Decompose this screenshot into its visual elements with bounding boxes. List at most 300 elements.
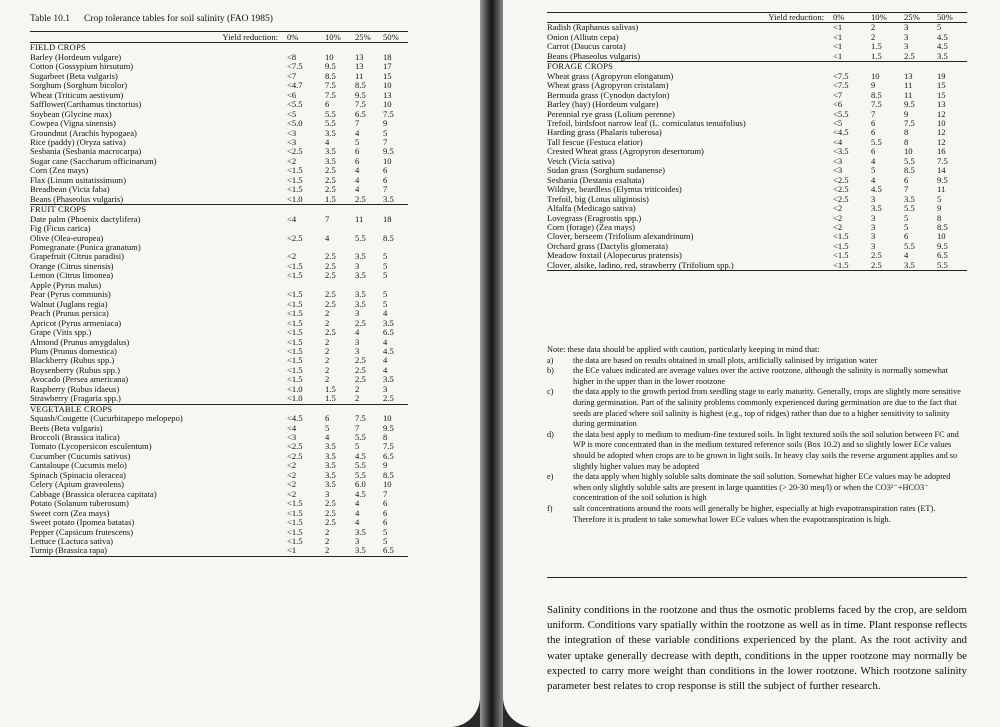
crop-name: Groundnut (Arachis hypogaea) xyxy=(30,128,137,138)
tolerance-value: 5.5 xyxy=(355,470,366,480)
table-row xyxy=(30,62,408,71)
tolerance-value: 2.5 xyxy=(325,185,336,195)
tolerance-value: 7 xyxy=(383,137,388,147)
crop-name: Sweet corn (Zea mays) xyxy=(30,508,110,518)
tolerance-value: 11 xyxy=(355,71,364,81)
tolerance-value: 5.5 xyxy=(904,156,915,166)
crop-name: Beans (Phaseolus vulgaris) xyxy=(30,195,286,205)
crop-name: Cotton (Gossypium hirsutum) xyxy=(30,62,134,72)
tolerance-value: <4.5 xyxy=(287,414,303,424)
note-item xyxy=(547,430,967,472)
crop-name: Meadow foxtail (Alopecurus pratensis) xyxy=(547,251,682,261)
tolerance-value: 14 xyxy=(937,166,946,176)
tolerance-value: <4 xyxy=(833,137,843,147)
tolerance-value: <1.5 xyxy=(287,299,303,309)
tolerance-value: 7.5 xyxy=(904,118,915,128)
table-row xyxy=(30,546,408,556)
tolerance-value: 5.5 xyxy=(355,233,366,243)
table-row xyxy=(30,224,408,233)
tolerance-value: 2.5 xyxy=(382,394,408,404)
crop-name: Wildrye, beardless (Elymus triticoides) xyxy=(547,185,682,195)
tolerance-value: 2.5 xyxy=(325,518,336,528)
table-row xyxy=(547,52,967,62)
table-row xyxy=(547,81,967,90)
table-row xyxy=(30,81,408,90)
crop-name: Trefoil, big (Lotus uliginosis) xyxy=(547,194,649,204)
crop-name: Sudan grass (Sorghum sudanense) xyxy=(547,166,665,176)
table-row xyxy=(30,499,408,508)
tolerance-value: 18 xyxy=(383,52,392,62)
tolerance-value: 3 xyxy=(355,537,360,547)
tolerance-value: 3.5 xyxy=(383,318,394,328)
tolerance-value: 2 xyxy=(325,375,330,385)
tolerance-value: <5 xyxy=(833,118,843,128)
tolerance-value: <2.5 xyxy=(287,442,303,452)
tolerance-value: 2.5 xyxy=(325,252,336,262)
tolerance-value: 7.5 xyxy=(871,100,882,110)
tolerance-value: <2.5 xyxy=(287,233,303,243)
crop-name: Boysenberry (Rubus spp.) xyxy=(30,365,120,375)
tolerance-value: 3 xyxy=(904,42,909,52)
tolerance-value: 5 xyxy=(355,442,360,452)
tolerance-value: <1 xyxy=(833,32,843,42)
crop-name: Apple (Pyrus malus) xyxy=(30,280,102,290)
tolerance-value: 4.5 xyxy=(355,489,366,499)
table-row xyxy=(30,110,408,119)
tolerance-value: 13 xyxy=(937,100,946,110)
tolerance-value: 6.5 xyxy=(382,546,408,556)
tolerance-value: 6.5 xyxy=(937,251,948,261)
tolerance-value: 2.5 xyxy=(325,175,336,185)
note-text: the data apply when highly soluble salts dominate the soil solution. Somewhat higher ECe values may be adopted when only slightly soluble salts are present in large quantities (> 20-30 meq/l) or when the CO3²⁻+HCO3⁻ concentration of the soil solution is high xyxy=(573,472,951,503)
crop-name: Perennial rye grass (Lolium perenne) xyxy=(547,109,675,119)
crop-name: Vetch (Vicia sativa) xyxy=(547,156,615,166)
table-row xyxy=(30,338,408,347)
tolerance-value: <1.5 xyxy=(833,251,849,261)
tolerance-value: 10 xyxy=(383,100,392,110)
tolerance-value: <3.5 xyxy=(833,147,849,157)
table-row xyxy=(30,252,408,261)
tolerance-value: 5 xyxy=(937,22,942,33)
note-item xyxy=(547,504,967,525)
tolerance-value: <1.0 xyxy=(287,384,303,394)
crop-name: Safflower(Carthamus tinctorius) xyxy=(30,100,142,110)
crop-name: Tall fescue (Festuca elatior) xyxy=(547,137,643,147)
crop-name: Cabbage (Brassica oleracea capitata) xyxy=(30,489,157,499)
note-key: f) xyxy=(547,503,553,513)
crop-name: Celery (Apium graveolens) xyxy=(30,480,125,490)
tolerance-value: <1.5 xyxy=(833,241,849,251)
tolerance-value: 3.5 xyxy=(904,194,915,204)
tolerance-value: <1.5 xyxy=(287,271,303,281)
tolerance-value: 7 xyxy=(355,119,360,129)
crop-name: Tomato (Lycopersicon esculentum) xyxy=(30,442,152,452)
tolerance-value: 3.5 xyxy=(355,527,366,537)
tolerance-value: 9 xyxy=(871,81,876,91)
tolerance-value: 4 xyxy=(871,156,876,166)
tolerance-value: <6 xyxy=(287,90,297,100)
crop-name: Sugarbeet (Beta vulgaris) xyxy=(30,71,118,81)
tolerance-value xyxy=(286,243,324,252)
table-row xyxy=(547,214,967,223)
crop-name: Strawberry (Fragaria spp.) xyxy=(30,394,286,404)
tolerance-value: 13 xyxy=(904,71,913,81)
tolerance-value: 6.0 xyxy=(355,480,366,490)
tolerance-value: <1.5 xyxy=(287,346,303,356)
tolerance-value: 4.5 xyxy=(383,346,394,356)
tolerance-value: 5 xyxy=(383,299,388,309)
tolerance-value: 5.5 xyxy=(871,137,882,147)
tolerance-value xyxy=(354,224,382,233)
crop-name: Trefoil, birdsfoot narrow leaf (L. corniculatus tenuifolius) xyxy=(547,118,746,128)
crop-table-left xyxy=(30,33,408,557)
tolerance-value: 10 xyxy=(383,81,392,91)
crop-name: Walnut (Juglans regia) xyxy=(30,299,108,309)
tolerance-value: <7.5 xyxy=(287,62,303,72)
tolerance-value: 6 xyxy=(904,232,909,242)
tolerance-value: <8 xyxy=(287,52,297,62)
tolerance-value xyxy=(324,281,354,290)
tolerance-value: 3 xyxy=(871,194,876,204)
note-text: the data best apply to medium to medium-fine textured soils. In light textured soils the soil solution between FC and WP is more concentrated than in the medium textured reference soils (Box 10.2) and so slightly lower ECe values should be adopted when crops are to be grown in light soils. In heavy clay soils the reverse argument applies and so slightly higher values may be adopted xyxy=(573,429,959,471)
table-notes xyxy=(547,345,967,525)
table-row xyxy=(30,518,408,527)
tolerance-value: 3.5 xyxy=(871,204,882,214)
crop-name: Sesbania (Sesbania macrocarpa) xyxy=(30,147,142,157)
tolerance-value: 1.5 xyxy=(325,384,336,394)
table-row xyxy=(30,385,408,394)
tolerance-value: 5.5 xyxy=(325,119,336,129)
table-row xyxy=(30,442,408,451)
yield-reduction-label: Yield reduction: xyxy=(30,33,286,43)
tolerance-value: 6.5 xyxy=(355,109,366,119)
tolerance-value: <7 xyxy=(287,71,297,81)
tolerance-value: <2 xyxy=(287,470,297,480)
tolerance-value: 9.5 xyxy=(937,175,948,185)
crop-name: Lettuce (Lactuca sativa) xyxy=(30,537,114,547)
tolerance-value: 5 xyxy=(383,527,388,537)
table-row xyxy=(547,195,967,204)
table-row xyxy=(30,271,408,280)
tolerance-value: 7.5 xyxy=(355,100,366,110)
tolerance-value: <1.5 xyxy=(287,499,303,509)
tolerance-value: 5 xyxy=(383,128,388,138)
tolerance-value: <7 xyxy=(833,90,843,100)
tolerance-value: <1.5 xyxy=(287,337,303,347)
crop-name: Broccoli (Brassica italica) xyxy=(30,433,120,443)
tolerance-value: 4 xyxy=(355,508,360,518)
tolerance-value xyxy=(382,224,408,233)
crop-name: Spinach (Spinacia oleracea) xyxy=(30,470,126,480)
tolerance-value: 4 xyxy=(383,337,388,347)
tolerance-value: <3 xyxy=(287,137,297,147)
crop-name: Raspberry (Rubus idaeus) xyxy=(30,384,120,394)
tolerance-value: 3.5 xyxy=(936,52,967,62)
tolerance-value: <2 xyxy=(287,156,297,166)
table-label: Table 10.1 xyxy=(30,14,70,24)
crop-name: Pear (Pyrus communis) xyxy=(30,290,111,300)
tolerance-value: 9.5 xyxy=(937,241,948,251)
table-row xyxy=(30,509,408,518)
crop-name: Breadbean (Vicia faba) xyxy=(30,185,110,195)
tolerance-value: 2.5 xyxy=(870,261,903,271)
tolerance-value: <3 xyxy=(833,166,843,176)
tolerance-value: 2.5 xyxy=(325,499,336,509)
tolerance-value: 2 xyxy=(325,309,330,319)
table-row xyxy=(30,452,408,461)
tolerance-value xyxy=(354,243,382,252)
tolerance-value: 6 xyxy=(383,518,388,528)
table-row xyxy=(30,366,408,375)
note-key: e) xyxy=(547,472,554,482)
tolerance-value: 5.5 xyxy=(936,261,967,271)
crop-name: Beets (Beta vulgaris) xyxy=(30,423,103,433)
tolerance-value: 3.5 xyxy=(325,480,336,490)
tolerance-value: <2.5 xyxy=(287,451,303,461)
tolerance-value: 5 xyxy=(937,194,942,204)
crop-name: Corn (Zea mays) xyxy=(30,166,89,176)
table-row xyxy=(30,461,408,470)
tolerance-value: <1.5 xyxy=(287,537,303,547)
table-row xyxy=(30,234,408,243)
crop-name: Lemon (Citrus limonea) xyxy=(30,271,114,281)
tolerance-value: 13 xyxy=(383,90,392,100)
tolerance-value: 2 xyxy=(325,337,330,347)
tolerance-value: 3.5 xyxy=(355,252,366,262)
tolerance-value: 10 xyxy=(383,414,392,424)
tolerance-value: 15 xyxy=(383,71,392,81)
tolerance-value: 3 xyxy=(904,32,909,42)
tolerance-value: 3.5 xyxy=(325,128,336,138)
tolerance-value: 10 xyxy=(325,52,334,62)
tolerance-value: 3 xyxy=(871,232,876,242)
tolerance-value: 7.5 xyxy=(383,109,394,119)
tolerance-value: 5 xyxy=(383,271,388,281)
tolerance-value: <2 xyxy=(833,213,843,223)
crop-name: Cowpea (Vigna sinensis) xyxy=(30,119,116,129)
tolerance-value: 6.5 xyxy=(383,451,394,461)
crop-name: Peach (Prunus persica) xyxy=(30,309,109,319)
tolerance-value: 7 xyxy=(904,185,909,195)
tolerance-value: 1.5 xyxy=(871,42,882,52)
tolerance-value xyxy=(354,281,382,290)
crop-name: Sorghum (Sorghum bicolor) xyxy=(30,81,128,91)
tolerance-value: 10 xyxy=(871,71,880,81)
crop-name: Clover, alsike, ladino, red, strawberry (Trifolium spp.) xyxy=(547,261,832,271)
table-row xyxy=(547,33,967,42)
table-row xyxy=(30,138,408,147)
table-row xyxy=(30,424,408,433)
note-item xyxy=(547,356,967,367)
crop-name: Beans (Phaseolus vulgaris) xyxy=(547,52,832,62)
tolerance-value: 4 xyxy=(383,309,388,319)
crop-name: Wheat grass (Agropyron elongatum) xyxy=(547,71,674,81)
tolerance-value: <1.5 xyxy=(287,375,303,385)
crop-name: Almond (Prunus amygdalus) xyxy=(30,337,130,347)
yield-col-header: 0% xyxy=(832,13,870,23)
tolerance-value: 7 xyxy=(383,185,388,195)
tolerance-value: 4.5 xyxy=(937,42,948,52)
table-row xyxy=(547,91,967,100)
yield-col-header: 10% xyxy=(324,33,354,43)
crop-name: Sweet potato (Ipomea batatas) xyxy=(30,518,135,528)
tolerance-value: 6 xyxy=(904,175,909,185)
crop-name: Olive (Olea-europea) xyxy=(30,233,104,243)
table-row xyxy=(30,129,408,138)
tolerance-value: 3 xyxy=(355,337,360,347)
tolerance-value: 3.5 xyxy=(325,147,336,157)
crop-name: Clover, berseem (Trifolium alexandrinum) xyxy=(547,232,694,242)
tolerance-value: 2.5 xyxy=(355,375,366,385)
table-row xyxy=(547,110,967,119)
tolerance-value: 2.5 xyxy=(325,299,336,309)
tolerance-value: 7.5 xyxy=(355,414,366,424)
tolerance-value: 2 xyxy=(355,384,360,394)
yield-col-header: 50% xyxy=(936,13,967,23)
tolerance-value: 5 xyxy=(383,252,388,262)
note-key: c) xyxy=(547,387,554,397)
tolerance-value: 4 xyxy=(871,175,876,185)
tolerance-value: 9.5 xyxy=(355,90,366,100)
crop-name: Barley (hay) (Hordeum vulgare) xyxy=(547,100,659,110)
table-row xyxy=(547,251,967,260)
tolerance-value: 8 xyxy=(383,433,388,443)
tolerance-value: 2 xyxy=(325,365,330,375)
tolerance-value: 2.5 xyxy=(903,52,936,62)
tolerance-value: 10 xyxy=(937,232,946,242)
tolerance-value: <5.5 xyxy=(287,100,303,110)
tolerance-value: 3 xyxy=(871,241,876,251)
tolerance-value: 6 xyxy=(383,508,388,518)
tolerance-value: 7 xyxy=(383,489,388,499)
section-heading: FRUIT CROPS xyxy=(30,205,408,215)
tolerance-value: 2.5 xyxy=(355,356,366,366)
tolerance-value: <2 xyxy=(287,252,297,262)
note-item xyxy=(547,366,967,387)
crop-name: Orchard grass (Dactylis glomerata) xyxy=(547,241,668,251)
notes-bottom-rule xyxy=(547,577,967,578)
crop-name: Pomegranate (Punica granatum) xyxy=(30,242,141,252)
tolerance-value: 5.5 xyxy=(325,109,336,119)
tolerance-value: <1.5 xyxy=(287,328,303,338)
tolerance-value xyxy=(382,243,408,252)
tolerance-value: 3 xyxy=(871,213,876,223)
table-caption: Crop tolerance tables for soil salinity (FAO 1985) xyxy=(83,14,273,24)
yield-col-header: 25% xyxy=(903,13,936,23)
tolerance-value: 4 xyxy=(355,185,360,195)
tolerance-value: <2 xyxy=(287,489,297,499)
crop-name: Harding grass (Phalaris tuberosa) xyxy=(547,128,662,138)
tolerance-value: 3.5 xyxy=(355,271,366,281)
table-row xyxy=(547,176,967,185)
table-row xyxy=(547,204,967,213)
tolerance-value: 4 xyxy=(325,433,330,443)
table-row xyxy=(30,119,408,128)
section-heading-row xyxy=(30,43,408,53)
table-row xyxy=(30,394,408,404)
note-text: the data apply to the growth period from seedling stage to early maturity. Generally, crops are slightly more sensitive during germination. Part of the salinity problems commonly experienced during germination are due to the fact that seeds are placed where soil salinity is highest (e.g., top of ridges) rather than due to a higher sensitivity to salinity during germination xyxy=(573,387,961,429)
table-row xyxy=(30,281,408,290)
table-row xyxy=(30,375,408,384)
tolerance-value: 3 xyxy=(871,222,876,232)
table-row xyxy=(547,261,967,271)
tolerance-value: 9.5 xyxy=(325,62,336,72)
tolerance-value: <1.5 xyxy=(287,518,303,528)
tolerance-value: 12 xyxy=(937,128,946,138)
tolerance-value: 9.5 xyxy=(904,100,915,110)
tolerance-value: 2.5 xyxy=(325,328,336,338)
table-row xyxy=(30,480,408,489)
tolerance-value: 3 xyxy=(355,346,360,356)
tolerance-value: 9 xyxy=(383,119,388,129)
tolerance-value: 2 xyxy=(325,318,330,328)
crop-name: Corn (forage) (Zea mays) xyxy=(547,222,636,232)
table-row xyxy=(547,23,967,33)
crop-name: Carrot (Daucus carota) xyxy=(547,42,626,52)
tolerance-value: <1 xyxy=(832,52,870,62)
crop-name: Alfalfa (Medicago sativa) xyxy=(547,204,636,214)
tolerance-value: 2 xyxy=(325,527,330,537)
tolerance-value: <1.5 xyxy=(287,166,303,176)
tolerance-value: 8.5 xyxy=(871,90,882,100)
tolerance-value: 2.5 xyxy=(325,508,336,518)
table-row xyxy=(30,328,408,337)
left-page xyxy=(0,0,480,727)
tolerance-value: <1.5 xyxy=(833,232,849,242)
tolerance-value: 3.5 xyxy=(903,261,936,271)
tolerance-value: 11 xyxy=(355,214,364,224)
tolerance-value: 6 xyxy=(325,100,330,110)
crop-name: Pepper (Capsicum frutescens) xyxy=(30,527,134,537)
tolerance-value: <1.5 xyxy=(287,261,303,271)
tolerance-value: 7 xyxy=(325,214,330,224)
tolerance-value: 18 xyxy=(383,214,392,224)
crop-name: Flax (Linum usitatissimum) xyxy=(30,175,126,185)
tolerance-value: 3.5 xyxy=(382,195,408,205)
tolerance-value: <4 xyxy=(287,423,297,433)
tolerance-value: 2 xyxy=(324,546,354,556)
crop-name: Apricot (Pyrus armeniaca) xyxy=(30,318,122,328)
table-row xyxy=(30,195,408,205)
tolerance-value: 6 xyxy=(383,166,388,176)
tolerance-value: 3.5 xyxy=(325,442,336,452)
note-key: d) xyxy=(547,429,554,439)
table-row xyxy=(30,166,408,175)
crop-name: Potato (Solanum tuberosum) xyxy=(30,499,129,509)
tolerance-value: 10 xyxy=(383,480,392,490)
crop-name: Sugar cane (Saccharum officinarum) xyxy=(30,156,157,166)
tolerance-value: 8.5 xyxy=(383,233,394,243)
table-row xyxy=(547,147,967,156)
tolerance-value: <1.5 xyxy=(287,309,303,319)
section-heading: FORAGE CROPS xyxy=(547,62,967,72)
tolerance-value: 2.5 xyxy=(325,290,336,300)
crop-name: Barley (Hordeum vulgare) xyxy=(30,52,122,62)
tolerance-value: 3 xyxy=(355,261,360,271)
tolerance-value: 6 xyxy=(383,175,388,185)
table-row xyxy=(547,166,967,175)
tolerance-value: 4 xyxy=(355,166,360,176)
tolerance-value: 8 xyxy=(937,213,942,223)
tolerance-value: 7 xyxy=(355,423,360,433)
table-row xyxy=(30,319,408,328)
table-row xyxy=(30,100,408,109)
tolerance-value: 3.5 xyxy=(325,470,336,480)
table-row xyxy=(30,176,408,185)
note-text: salt concentrations around the roots will generally be higher, especially at high evapotranspiration rates (ET). Therefore it is prudent to take somewhat lower ECe values when the evapotranspiration is high. xyxy=(573,503,936,524)
tolerance-value: <2 xyxy=(833,204,843,214)
tolerance-value: 16 xyxy=(937,147,946,157)
